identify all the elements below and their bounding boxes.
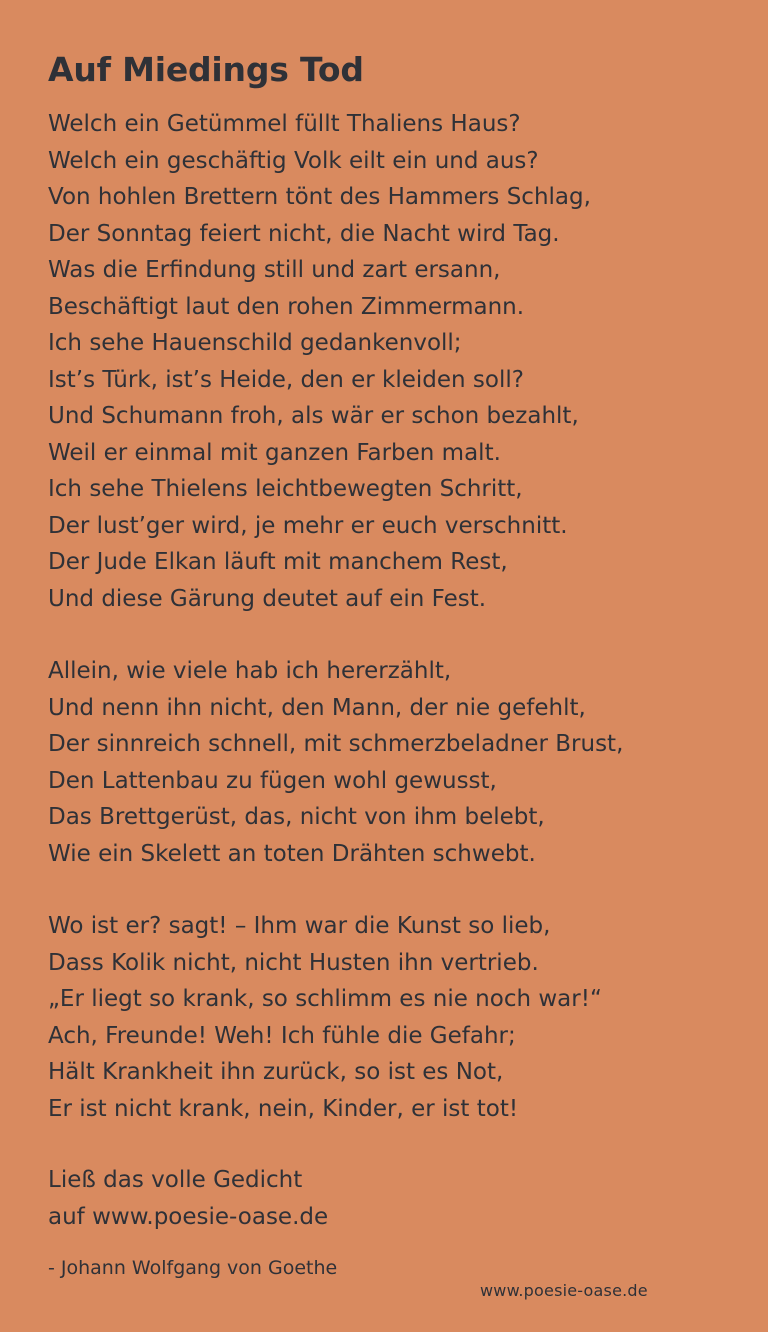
poem-line: Der lust’ger wird, je mehr er euch verschnitt. — [48, 512, 568, 539]
poem-line: Der sinnreich schnell, mit schmerzbeladner Brust, — [48, 731, 624, 757]
poem-line: Und nenn ihn nicht, den Mann, der nie gefehlt, — [48, 694, 586, 721]
poem-line: Er ist nicht krank, nein, Kinder, er ist tot! — [48, 1095, 519, 1122]
cta-block — [48, 1162, 328, 1236]
poem-line: Dass Kolik nicht, nicht Husten ihn vertrieb. — [48, 949, 539, 976]
poem-line: Allein, wie viele hab ich hererzählt, — [48, 658, 452, 684]
poem-line: „Er liegt so krank, so schlimm es nie noch war!“ — [48, 986, 602, 1012]
poem-body — [48, 106, 748, 1163]
cta-line-1: Ließ das volle Gedicht — [48, 1167, 303, 1193]
website-watermark: www.poesie-oase.de — [480, 1281, 648, 1300]
poem-line: Den Lattenbau zu fügen wohl gewusst, — [48, 767, 497, 794]
poem-line: Weil er einmal mit ganzen Farben malt. — [48, 439, 501, 466]
poem-line: Und diese Gärung deutet auf ein Fest. — [48, 585, 487, 612]
poem-title: Auf Miedings Tod — [48, 50, 364, 89]
poem-line: Und Schumann froh, als wär er schon bezahlt, — [48, 403, 579, 429]
poem-line: Hält Krankheit ihn zurück, so ist es Not, — [48, 1059, 504, 1085]
poem-stanza — [48, 653, 748, 872]
poem-line: Das Brettgerüst, das, nicht von ihm belebt, — [48, 804, 545, 830]
cta-line-2: auf www.poesie-oase.de — [48, 1204, 329, 1230]
poem-line: Wie ein Skelett an toten Drähten schwebt. — [48, 840, 536, 867]
poem-line: Von hohlen Brettern tönt des Hammers Schlag, — [48, 184, 591, 210]
poem-line: Ach, Freunde! Weh! Ich fühle die Gefahr; — [48, 1022, 516, 1049]
poem-line: Der Sonntag feiert nicht, die Nacht wird Tag. — [48, 220, 560, 247]
poem-line: Ist’s Türk, ist’s Heide, den er kleiden soll? — [48, 366, 524, 393]
poem-line: Ich sehe Thielens leichtbewegten Schritt, — [48, 476, 523, 502]
poem-stanza — [48, 106, 748, 617]
poem-line: Was die Erfindung still und zart ersann, — [48, 257, 501, 283]
poem-line: Ich sehe Hauenschild gedankenvoll; — [48, 330, 462, 356]
poem-line: Welch ein Getümmel füllt Thaliens Haus? — [48, 111, 521, 137]
poem-line: Beschäftigt laut den rohen Zimmermann. — [48, 293, 525, 320]
poem-line: Wo ist er? sagt! – Ihm war die Kunst so lieb, — [48, 913, 551, 939]
poem-stanza — [48, 908, 748, 1127]
poem-line: Der Jude Elkan läuft mit manchem Rest, — [48, 549, 508, 575]
poem-author: - Johann Wolfgang von Goethe — [48, 1257, 338, 1279]
poem-line: Welch ein geschäftig Volk eilt ein und aus? — [48, 147, 539, 174]
